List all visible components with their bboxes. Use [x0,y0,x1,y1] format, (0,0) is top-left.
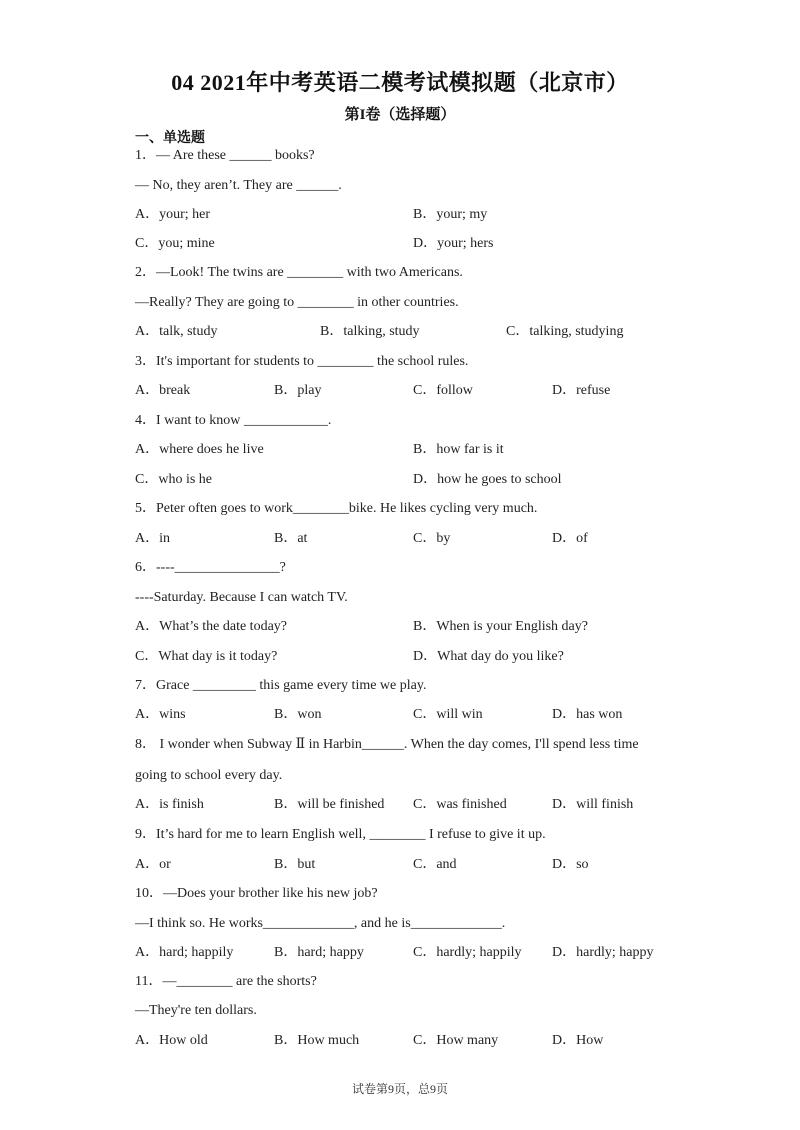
question-1-option-c: C．you; mine [135,236,215,251]
question-10-option-d: D．hardly; happy [552,945,654,960]
question-9-stem: 9．It’s hard for me to learn English well, ________ I refuse to give it up. [135,827,546,842]
question-3-option-d: D．refuse [552,383,611,398]
question-3-option-b: B．play [274,383,322,398]
question-2-option-b: B．talking, study [320,324,420,339]
question-1-option-b: B．your; my [413,207,488,222]
question-6-option-a: A．What’s the date today? [135,619,288,634]
question-6-option-d: D．What day do you like? [413,649,564,664]
question-6-option-c: C．What day is it today? [135,649,278,664]
question-1-option-a: A．your; her [135,207,211,222]
question-10-stem-2: —I think so. He works_____________, and he is_____________. [135,916,506,931]
question-11-option-c: C．How many [413,1033,499,1048]
question-8-option-a: A．is finish [135,797,204,812]
question-8-option-b: B．will be finished [274,797,385,812]
question-6-option-b: B．When is your English day? [413,619,588,634]
question-6-stem-2: ----Saturday. Because I can watch TV. [135,590,348,605]
question-11-option-a: A．How old [135,1033,208,1048]
question-11-stem-2: —They're ten dollars. [135,1003,257,1018]
question-3-option-a: A．break [135,383,191,398]
question-3-stem: 3．It's important for students to ________ the school rules. [135,354,469,369]
question-11-option-b: B．How much [274,1033,360,1048]
question-2-option-a: A．talk, study [135,324,218,339]
question-1-stem: 1．— Are these ______ books? [135,148,315,163]
question-11-stem: 11．—________ are the shorts? [135,974,317,989]
question-1-option-d: D．your; hers [413,236,494,251]
question-4-option-d: D．how he goes to school [413,472,562,487]
question-2-stem-2: —Really? They are going to ________ in other countries. [135,295,459,310]
question-8-stem: 8． I wonder when Subway Ⅱ in Harbin______. When the day comes, I'll spend less time [135,737,639,752]
question-8-stem-2: going to school every day. [135,768,283,783]
question-5-option-a: A．in [135,531,170,546]
section-heading: 一、单选题 [135,131,205,146]
question-2-option-c: C．talking, studying [506,324,624,339]
question-10-option-a: A．hard; happily [135,945,234,960]
question-9-option-a: A．or [135,857,171,872]
page-title: 04 2021年中考英语二模考试模拟题（北京市） [171,70,629,95]
question-2-stem: 2．—Look! The twins are ________ with two Americans. [135,265,463,280]
question-4-option-a: A．where does he live [135,442,264,457]
question-7-option-a: A．wins [135,707,186,722]
question-10-option-c: C．hardly; happily [413,945,522,960]
question-1-stem-2: — No, they aren’t. They are ______. [135,178,342,193]
question-5-stem: 5．Peter often goes to work________bike. He likes cycling very much. [135,501,538,516]
question-7-stem: 7．Grace _________ this game every time we play. [135,678,427,693]
question-8-option-c: C．was finished [413,797,507,812]
question-8-option-d: D．will finish [552,797,634,812]
question-7-option-b: B．won [274,707,322,722]
question-9-option-b: B．but [274,857,316,872]
question-4-option-b: B．how far is it [413,442,504,457]
question-4-stem: 4．I want to know ____________. [135,413,332,428]
page-footer: 试卷第9页，总9页 [351,1082,448,1096]
question-9-option-c: C．and [413,857,457,872]
question-7-option-c: C．will win [413,707,483,722]
question-11-option-d: D．How [552,1033,604,1048]
question-7-option-d: D．has won [552,707,623,722]
question-5-option-d: D．of [552,531,588,546]
question-6-stem: 6．----_______________? [135,560,286,575]
question-10-stem: 10．—Does your brother like his new job? [135,886,378,901]
question-10-option-b: B．hard; happy [274,945,364,960]
page-subtitle: 第I卷（选择题） [344,107,456,123]
question-4-option-c: C．who is he [135,472,212,487]
question-9-option-d: D．so [552,857,589,872]
question-3-option-c: C．follow [413,383,473,398]
question-5-option-c: C．by [413,531,451,546]
question-5-option-b: B．at [274,531,308,546]
